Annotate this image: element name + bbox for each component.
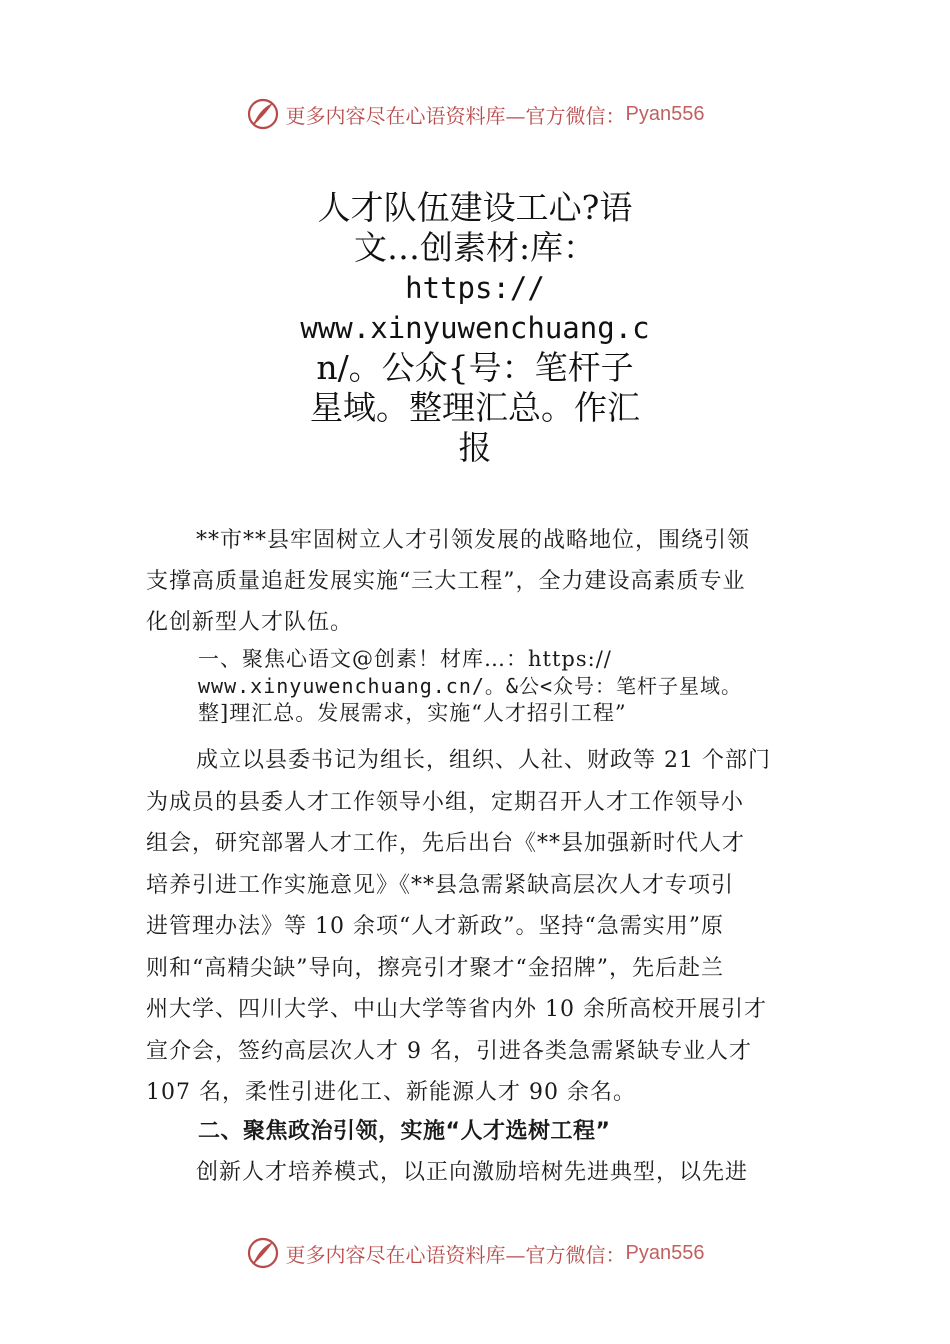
title-line: n/。公众{号：笔杆子 <box>316 348 634 387</box>
quill-pen-logo-icon <box>246 97 280 131</box>
text-line: www.xinyuwenchuang.cn/。&公<众号：笔杆子星域。 <box>198 674 742 698</box>
text-line: 组会，研究部署人才工作，先后出台《**县加强新时代人才 <box>146 831 746 856</box>
text-line: 则和“高精尖缺”导向，擦亮引才聚才“金招牌”，先后赴兰 <box>146 955 724 981</box>
text-line: 宣介会，签约高层次人才 9 名，引进各类急需紧缺专业人才 <box>146 1038 752 1064</box>
title-line: 人才队伍建设工心?语 <box>317 188 633 227</box>
text-line: 一、聚焦心语文@创素！材库…：https:// <box>198 647 612 671</box>
section-one-heading <box>146 646 810 727</box>
section-two-heading: 二、聚焦政治引领，实施“人才选树工程” <box>198 1119 611 1144</box>
document-title <box>290 188 660 468</box>
banner-text: 更多内容尽在心语资料库—官方微信： <box>285 1242 626 1267</box>
section-two-body <box>146 1152 810 1193</box>
text-line: 创新人才培养模式，以正向激励培树先进典型，以先进 <box>196 1160 749 1185</box>
text-line: **市**县牢固树立人才引领发展的战略地位，围绕引领 <box>196 528 751 553</box>
text-line: 培养引进工作实施意见》《**县急需紧缺高层次人才专项引 <box>146 872 735 898</box>
title-line: https:// <box>405 271 545 305</box>
section-one-body <box>146 740 810 1114</box>
text-line: 成立以县委书记为组长，组织、人社、财政等 21 个部门 <box>196 748 771 773</box>
text-line: 整]理汇总。发展需求，实施“人才招引工程” <box>198 701 627 725</box>
title-line: 星域。整理汇总。作汇 <box>310 388 640 427</box>
banner-wechat-id: Pyan556 <box>625 1241 705 1264</box>
text-line: 州大学、四川大学、中山大学等省内外 10 余所高校开展引才 <box>146 997 767 1022</box>
text-line: 支撑高质量追赶发展实施“三大工程”，全力建设高素质专业 <box>146 569 746 594</box>
quill-pen-logo-icon <box>246 1236 280 1270</box>
title-line: 文…创素材:库： <box>353 228 597 267</box>
text-line: 化创新型人才队伍。 <box>146 610 354 635</box>
banner-text: 更多内容尽在心语资料库—官方微信： <box>285 103 626 128</box>
title-line: 报 <box>458 428 492 467</box>
text-line: 107 名，柔性引进化工、新能源人才 90 余名。 <box>146 1080 636 1105</box>
banner-wechat-id: Pyan556 <box>625 102 705 125</box>
footer-banner[interactable] <box>0 1233 950 1273</box>
text-line: 进管理办法》等 10 余项“人才新政”。坚持“急需实用”原 <box>146 914 724 939</box>
header-banner[interactable] <box>0 94 950 134</box>
intro-paragraph <box>146 520 810 643</box>
text-line: 为成员的县委人才工作领导小组，定期召开人才工作领导小 <box>146 789 745 815</box>
title-line: www.xinyuwenchuang.c <box>300 311 650 345</box>
